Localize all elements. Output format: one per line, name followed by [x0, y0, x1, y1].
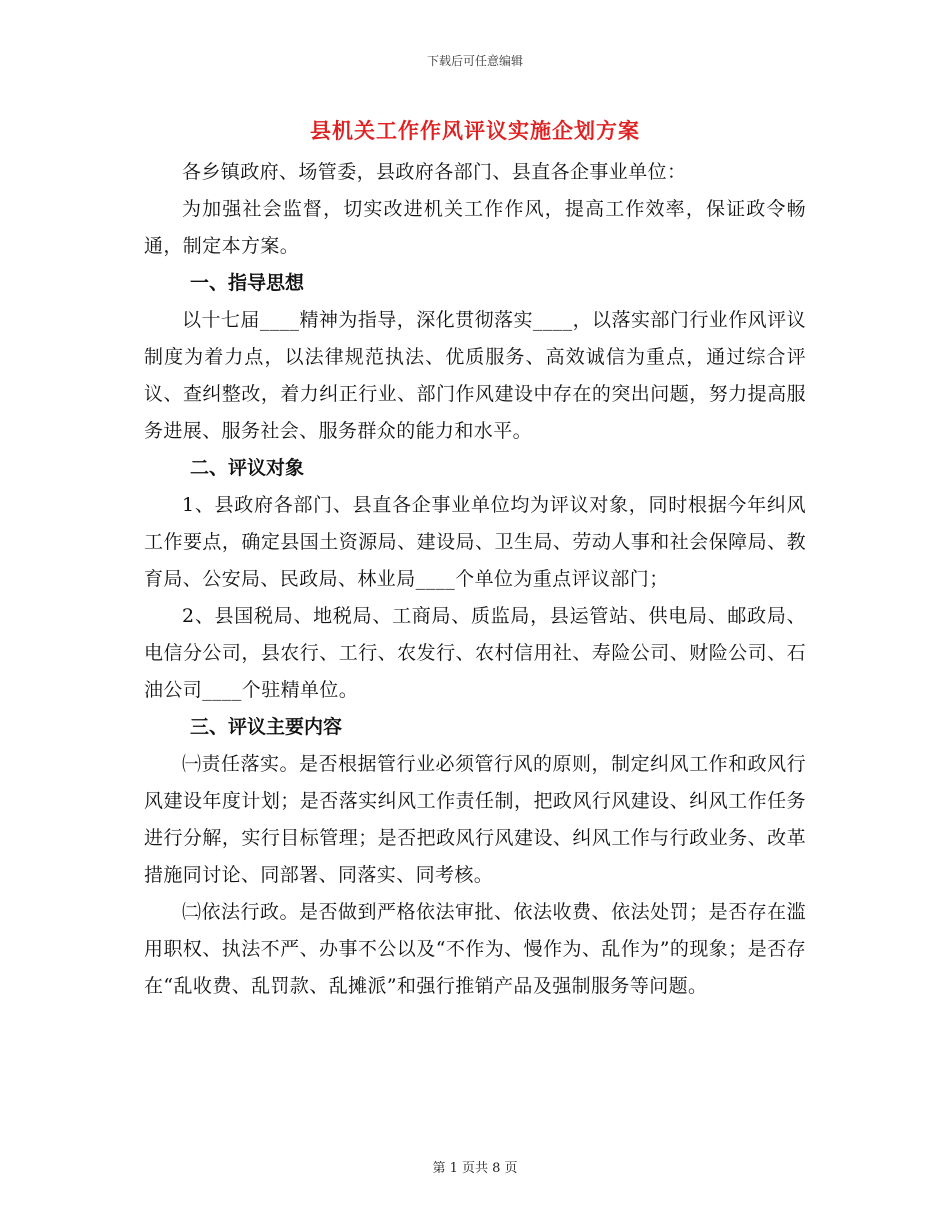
document-title-text: 县机关工作作风评议实施企划方案: [310, 118, 640, 143]
page-footer: 第 1 页共 8 页: [432, 1161, 518, 1176]
section-1-paragraph-1: 以十七届____精神为指导，深化贯彻落实____，以落实部门行业作风评议制度为着力点，以法律规范执法、优质服务、高效诚信为重点，通过综合评议、查纠整改，着力纠正行业、部门作风建设中存在的突出问题，努力提高服务进展、服务社会、服务群众的能力和水平。: [144, 309, 806, 442]
document-title: [144, 112, 806, 150]
section-heading-evaluation-targets: 二、评议对象: [190, 457, 305, 479]
document-body: [144, 112, 806, 1005]
section-3-paragraph-1: ㈠责任落实。是否根据管行业必须管行风的原则，制定纠风工作和政风行风建设年度计划；是否落实纠风工作责任制，把政风行风建设、纠风工作任务进行分解，实行目标管理；是否把政风行风建设、纠风工作与行政业务、改革措施同讨论、同部署、同落实、同考核。: [144, 753, 806, 886]
section-heading-guiding-ideology: 一、指导思想: [190, 272, 305, 294]
section-2-paragraph-2: 2、县国税局、地税局、工商局、质监局，县运管站、供电局、邮政局、电信分公司，县农行、工行、农发行、农村信用社、寿险公司、财险公司、石油公司____个驻精单位。: [144, 605, 806, 701]
intro-paragraph: 为加强社会监督，切实改进机关工作作风，提高工作效率，保证政令畅通，制定本方案。: [144, 198, 806, 257]
section-heading-evaluation-content: 三、评议主要内容: [190, 716, 343, 738]
salutation: 各乡镇政府、场管委，县政府各部门、县直各企事业单位：: [182, 161, 687, 183]
header-note: 下载后可任意编辑: [426, 54, 523, 68]
section-2-paragraph-1: 1、县政府各部门、县直各企事业单位均为评议对象，同时根据今年纠风工作要点，确定县国土资源局、建设局、卫生局、劳动人事和社会保障局、教育局、公安局、民政局、林业局____个单位为重点评议部门；: [144, 494, 806, 590]
section-3-paragraph-2: ㈡依法行政。是否做到严格依法审批、依法收费、依法处罚；是否存在滥用职权、执法不严、办事不公以及“不作为、慢作为、乱作为”的现象；是否存在“乱收费、乱罚款、乱摊派”和强行推销产品及强制服务等问题。: [144, 901, 806, 997]
